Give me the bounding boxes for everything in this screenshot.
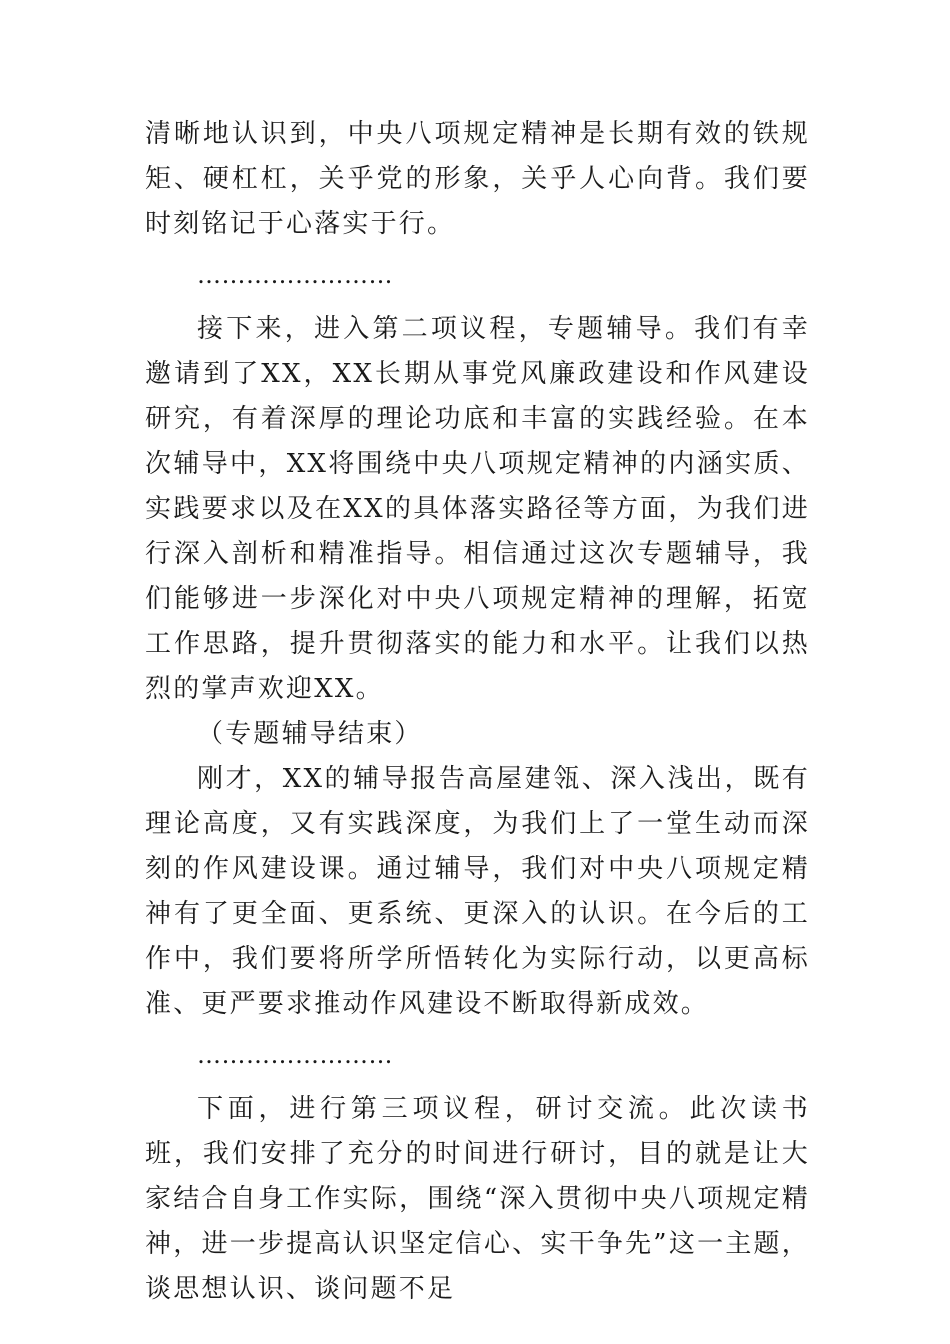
paragraph-agenda-three: 下面，进行第三项议程，研讨交流。此次读书班，我们安排了充分的时间进行研讨，目的就是让大家结合自身工作实际，围绕“深入贯彻中央八项规定精神，进一步提高认识坚定信心、实干争先”这一主题，谈思想认识、谈问题不足 (145, 1094, 810, 1304)
document-page (145, 112, 810, 1312)
ellipsis-separator-2: …………………… (197, 1041, 393, 1069)
paragraph-agenda-two: 接下来，进入第二项议程，专题辅导。我们有幸邀请到了XX，XX长期从事党风廉政建设和作风建设研究，有着深厚的理论功底和丰富的实践经验。在本次辅导中，XX将围绕中央八项规定精神的内涵实质、实践要求以及在XX的具体落实路径等方面，为我们进行深入剖析和精准指导。相信通过这次专题辅导，我们能够进一步深化对中央八项规定精神的理解，拓宽工作思路，提升贯彻落实的能力和水平。让我们以热烈的掌声欢迎XX。 (145, 314, 810, 704)
paragraph-1: 清晰地认识到，中央八项规定精神是长期有效的铁规矩、硬杠杠，关乎党的形象，关乎人心向背。我们要时刻铭记于心落实于行。 (145, 119, 810, 239)
ellipsis-separator-1: …………………… (197, 261, 393, 289)
paragraph-summary: 刚才，XX的辅导报告高屋建瓴、深入浅出，既有理论高度，又有实践深度，为我们上了一堂生动而深刻的作风建设课。通过辅导，我们对中央八项规定精神有了更全面、更系统、更深入的认识。在今后的工作中，我们要将所学所悟转化为实际行动，以更高标准、更严要求推动作风建设不断取得新成效。 (145, 764, 810, 1019)
paragraph-session-end-note: （专题辅导结束） (197, 719, 423, 749)
